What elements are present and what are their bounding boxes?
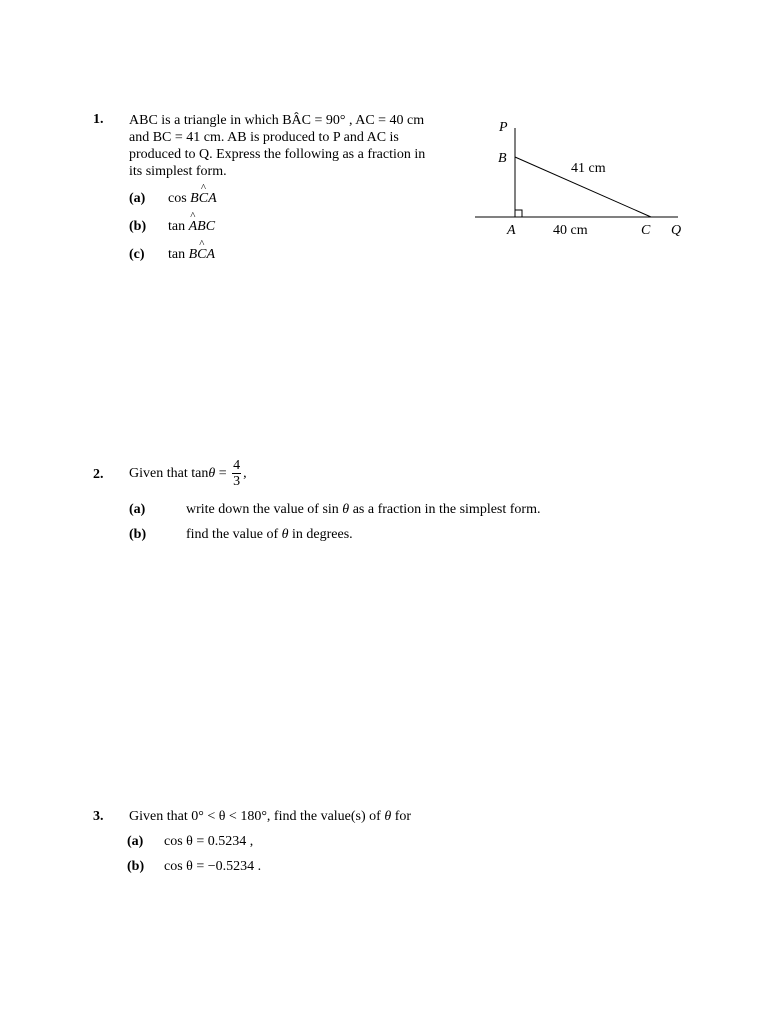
label-A: A — [507, 223, 516, 238]
q2-part-b-text — [186, 527, 353, 543]
q1-part-a-expr — [168, 191, 217, 207]
q1-part-a-post: A — [208, 191, 217, 206]
q1-part-c-hat: ^ C — [197, 247, 206, 263]
q1-part-b-post: BC — [197, 219, 216, 234]
q2-part-a-after: as a fraction in the simplest form. — [352, 502, 541, 517]
q3-intro-before: Given that — [129, 809, 188, 824]
q3-condition: 0° < θ < 180° — [191, 809, 267, 824]
q2-part-a-text — [186, 502, 540, 518]
q1-line-4: its simplest form. — [129, 164, 227, 179]
q2-trail: , — [243, 466, 247, 481]
q3-var: θ — [384, 809, 392, 824]
q3-intro-end: for — [394, 809, 412, 824]
q2-part-a-var: θ — [342, 502, 350, 517]
right-angle-mark — [515, 210, 522, 217]
q1-part-c-pre: B — [188, 247, 198, 262]
q2-part-a-before: write down the value of sin — [186, 502, 339, 517]
q3-part-a-label: (a) — [127, 834, 144, 849]
q2-eq: = — [218, 466, 227, 481]
q2-part-b-label: (b) — [129, 527, 147, 542]
question-3-intro — [129, 809, 411, 825]
q1-part-c-label: (c) — [129, 247, 145, 262]
q2-numerator: 4 — [233, 458, 241, 474]
q3-intro-after: , find the value(s) of — [266, 809, 381, 824]
label-C: C — [641, 223, 651, 238]
q2-var: θ — [208, 466, 216, 481]
q2-fn: tan — [191, 466, 209, 481]
q2-part-a-label: (a) — [129, 502, 146, 517]
question-2-intro — [129, 458, 247, 490]
label-P: P — [499, 120, 508, 135]
label-hypotenuse: 41 cm — [571, 161, 606, 176]
q1-part-c-fn: tan — [168, 247, 186, 262]
q3-part-b-expr: cos θ = −0.5234 . — [164, 859, 262, 874]
q1-part-a-pre: B — [190, 191, 199, 206]
q3-part-a-expr: cos θ = 0.5234 , — [164, 834, 254, 849]
q1-part-a-hat: ^ C — [199, 191, 208, 207]
q2-part-b-var: θ — [281, 527, 289, 542]
question-3-number: 3. — [93, 809, 104, 824]
q2-fraction — [232, 458, 241, 489]
q2-part-b-after: in degrees. — [292, 527, 353, 542]
q1-part-b-expr — [168, 219, 215, 235]
question-1-text — [129, 112, 469, 180]
q1-part-c-post: A — [206, 247, 216, 262]
q1-line-2: and BC = 41 cm. AB is produced to P and AC is — [129, 130, 399, 145]
q1-line-3: produced to Q. Express the following as a fraction in — [129, 147, 426, 162]
q2-intro-text: Given that — [129, 466, 188, 481]
label-B: B — [498, 151, 507, 166]
q3-part-b-label: (b) — [127, 859, 145, 874]
label-base: 40 cm — [553, 223, 588, 238]
q1-part-b-hat: ^ A — [189, 219, 198, 235]
q1-part-a-fn: cos — [168, 191, 187, 206]
question-1-number: 1. — [93, 112, 104, 127]
q2-denominator: 3 — [233, 474, 241, 490]
q1-part-b-label: (b) — [129, 219, 147, 234]
q1-part-a-label: (a) — [129, 191, 146, 206]
label-Q: Q — [671, 223, 682, 238]
question-2-number: 2. — [93, 467, 104, 482]
q1-part-b-fn: tan — [168, 219, 186, 234]
q2-part-b-before: find the value of — [186, 527, 279, 542]
q1-part-c-expr — [168, 247, 215, 263]
q1-line-1: ABC is a triangle in which BÂC = 90° , AC = 40 cm — [129, 113, 425, 128]
